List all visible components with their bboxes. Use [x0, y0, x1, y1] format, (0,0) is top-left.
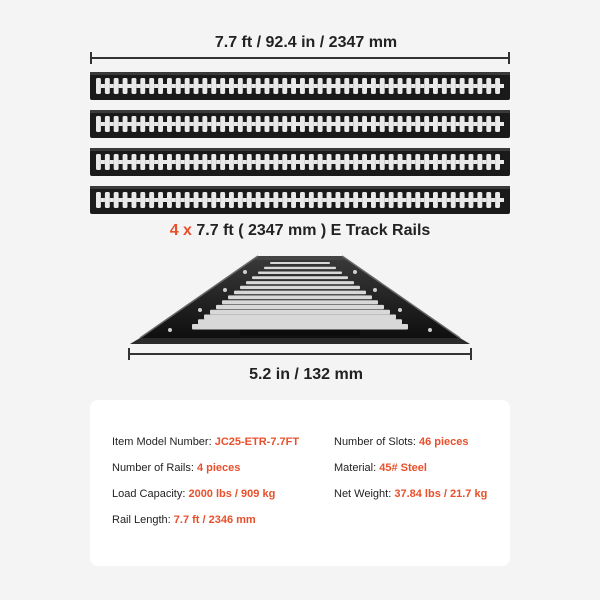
mounting-hole: [373, 288, 377, 292]
rail-slot: [132, 116, 137, 132]
rail-slot: [336, 192, 341, 208]
rail-slot: [149, 78, 154, 94]
rail-slot: [167, 116, 172, 132]
rail-slot: [273, 78, 278, 94]
mounting-hole: [198, 308, 202, 312]
rail-slot: [389, 154, 394, 170]
mounting-hole: [168, 328, 172, 332]
rail-slot: [229, 116, 234, 132]
rail-slot: [114, 154, 119, 170]
rail-slot: [362, 78, 367, 94]
rail-slot: [211, 192, 216, 208]
rail-slot: [140, 116, 145, 132]
rail-slot: [238, 154, 243, 170]
rail-slot: [204, 315, 396, 320]
rail-slot: [336, 116, 341, 132]
rail-slot: [282, 116, 287, 132]
rail-slot: [228, 295, 372, 299]
rail-slot: [270, 262, 330, 264]
rail-slot: [469, 154, 474, 170]
rail-slot: [318, 78, 323, 94]
rail-slot: [291, 192, 296, 208]
rail-slot: [194, 116, 199, 132]
rail-slot: [415, 116, 420, 132]
rail-slot: [158, 192, 163, 208]
rail-slot: [123, 192, 128, 208]
rail-slot: [300, 192, 305, 208]
rail-slot: [132, 192, 137, 208]
rail-slot: [486, 78, 491, 94]
rail-slot: [167, 154, 172, 170]
rail-slot: [220, 78, 225, 94]
rail-slot: [202, 78, 207, 94]
rail-slot: [211, 116, 216, 132]
rail-slot: [238, 116, 243, 132]
rail-slot: [229, 192, 234, 208]
rail-image: [90, 186, 510, 214]
rail-slot: [273, 116, 278, 132]
rail-slot: [220, 192, 225, 208]
rail-slot: [389, 116, 394, 132]
rail-slot: [442, 116, 447, 132]
rail-slot: [451, 78, 456, 94]
rail-slot: [229, 154, 234, 170]
rail-slot: [256, 192, 261, 208]
width-label: 5.2 in / 132 mm: [249, 366, 363, 383]
rail-slot: [132, 154, 137, 170]
dimension-cap-right: [508, 52, 510, 64]
rail-slot: [380, 78, 385, 94]
rail-slot: [398, 116, 403, 132]
rail-slot: [380, 116, 385, 132]
rail-slot: [460, 192, 465, 208]
rail-slot: [309, 78, 314, 94]
rail-slot: [194, 192, 199, 208]
rail-slot: [389, 78, 394, 94]
rail-slot: [344, 78, 349, 94]
rail-slot: [265, 154, 270, 170]
rail-image: [90, 110, 510, 138]
rail-slot: [327, 116, 332, 132]
spec-net-weight: [334, 488, 487, 500]
rail-slot: [185, 154, 190, 170]
rail-slot: [344, 192, 349, 208]
rail-slot: [415, 78, 420, 94]
rail-slot: [371, 154, 376, 170]
rail-slot: [380, 154, 385, 170]
rail-slot: [424, 154, 429, 170]
rail-slot: [211, 78, 216, 94]
mounting-hole: [223, 288, 227, 292]
rail-slot: [300, 78, 305, 94]
rail-slot: [424, 116, 429, 132]
rail-slot: [158, 78, 163, 94]
rail-slot: [273, 154, 278, 170]
rail-image: [90, 148, 510, 176]
rail-slot: [96, 192, 101, 208]
rail-slot: [149, 116, 154, 132]
rail-slot: [238, 78, 243, 94]
rail-slot: [202, 116, 207, 132]
spec-rail-length: [112, 514, 256, 526]
rail-slot: [336, 154, 341, 170]
rail-slot: [469, 116, 474, 132]
rail-slot: [210, 310, 390, 315]
rail-slot: [246, 281, 354, 284]
rail-slot: [140, 78, 145, 94]
rail-slot: [353, 116, 358, 132]
rail-slot: [406, 78, 411, 94]
rail-slot: [291, 154, 296, 170]
rail-slot: [222, 300, 378, 304]
spec-label: Rail Length:: [112, 514, 171, 526]
rail-slot: [398, 78, 403, 94]
rail-slot: [451, 192, 456, 208]
spec-label: Number of Rails:: [112, 462, 194, 474]
rail-slot: [495, 116, 500, 132]
rail-slot: [460, 78, 465, 94]
rail-slot: [258, 272, 342, 275]
rail-slot: [353, 78, 358, 94]
rail-slot: [185, 78, 190, 94]
rail-slot: [406, 116, 411, 132]
dimension-cap-right: [470, 348, 472, 360]
headline-text: 7.7 ft ( 2347 mm ) E Track Rails: [196, 222, 431, 239]
rail-slot: [371, 192, 376, 208]
rail-slot: [96, 116, 101, 132]
rail-slot: [105, 154, 110, 170]
rail-slot: [247, 78, 252, 94]
rail-slot: [149, 154, 154, 170]
rail-slot: [247, 116, 252, 132]
rail-slot: [194, 78, 199, 94]
rail-slot: [344, 116, 349, 132]
rail-slot: [123, 154, 128, 170]
rail-slot: [327, 154, 332, 170]
rail-slot: [309, 154, 314, 170]
spec-num-slots: [334, 436, 469, 448]
rail-slot: [114, 116, 119, 132]
rail-slot: [264, 267, 336, 269]
rail-slot: [123, 116, 128, 132]
dimension-line: [128, 353, 472, 355]
rail-slot: [140, 192, 145, 208]
rail-slot: [256, 116, 261, 132]
rail-slot: [442, 154, 447, 170]
rail-slot: [460, 154, 465, 170]
rail-slot: [477, 116, 482, 132]
spec-num-rails: [112, 462, 240, 474]
rail-slot: [380, 192, 385, 208]
rail-slot: [309, 116, 314, 132]
spec-label: Material:: [334, 462, 377, 474]
rail-slot: [353, 192, 358, 208]
rail-slot: [256, 154, 261, 170]
rail-slot: [220, 154, 225, 170]
rail-slot: [362, 116, 367, 132]
rail-slot: [486, 116, 491, 132]
rail-slot: [398, 192, 403, 208]
rail-slot: [327, 78, 332, 94]
rail-slot: [176, 154, 181, 170]
rail-slot: [192, 324, 408, 330]
rail-slot: [247, 154, 252, 170]
rail-slot: [300, 116, 305, 132]
rail-slot: [114, 192, 119, 208]
rail-slot: [477, 192, 482, 208]
mounting-hole: [428, 328, 432, 332]
rail-slot: [105, 78, 110, 94]
rail-slot: [433, 78, 438, 94]
rail-slot: [211, 154, 216, 170]
rail-slot: [486, 154, 491, 170]
spec-value: 4 pieces: [196, 462, 241, 474]
rail-slot: [469, 192, 474, 208]
rail-slot: [318, 192, 323, 208]
rail-slot: [362, 192, 367, 208]
spec-value: 46 pieces: [418, 436, 469, 448]
spec-value: 37.84 lbs / 21.7 kg: [394, 488, 488, 500]
rail-slot: [282, 192, 287, 208]
rail-slot: [238, 192, 243, 208]
rail-slot: [336, 78, 341, 94]
rail-image: [90, 72, 510, 100]
rail-slot: [318, 116, 323, 132]
rail-slot: [185, 116, 190, 132]
product-headline: [0, 222, 600, 240]
rail-slot: [198, 319, 402, 324]
rail-slot: [158, 154, 163, 170]
rail-slot: [433, 116, 438, 132]
spec-value: 45# Steel: [379, 462, 427, 474]
spec-label: Net Weight:: [334, 488, 392, 500]
rail-slot: [362, 154, 367, 170]
rail-slot: [495, 154, 500, 170]
rail-slot: [415, 192, 420, 208]
spec-card: [90, 400, 510, 566]
rail-slot: [460, 116, 465, 132]
headline-quantity: 4 x: [169, 222, 192, 239]
rail-slot: [291, 78, 296, 94]
rail-slot: [220, 116, 225, 132]
rail-slot: [327, 192, 332, 208]
rail-slot: [318, 154, 323, 170]
rail-slot: [486, 192, 491, 208]
rail-slot: [469, 78, 474, 94]
spec-material: [334, 462, 427, 474]
rail-slot: [176, 192, 181, 208]
rail-slot: [96, 154, 101, 170]
spec-value: 7.7 ft / 2346 mm: [173, 514, 256, 526]
rail-slot: [132, 78, 137, 94]
rail-perspective-image: [110, 250, 490, 350]
spec-load-capacity: [112, 488, 275, 500]
rail-slot: [371, 116, 376, 132]
rail-slot: [433, 192, 438, 208]
length-label: 7.7 ft / 92.4 in / 2347 mm: [195, 34, 417, 52]
rail-slot: [240, 286, 360, 289]
rail-slot: [140, 154, 145, 170]
rail-slot: [202, 154, 207, 170]
spec-value: JC25-ETR-7.7FT: [214, 436, 300, 448]
spec-value: 2000 lbs / 909 kg: [188, 488, 276, 500]
mounting-hole: [243, 270, 247, 274]
rail-slot: [194, 154, 199, 170]
rail-slot: [477, 154, 482, 170]
rail-slot: [256, 78, 261, 94]
rail-slot: [265, 192, 270, 208]
rail-slot: [282, 154, 287, 170]
rail-slot: [300, 154, 305, 170]
rail-slot: [495, 192, 500, 208]
spec-label: Item Model Number:: [112, 436, 212, 448]
spec-item-model: [112, 436, 299, 448]
rail-slot: [176, 78, 181, 94]
rail-slot: [252, 276, 348, 279]
rail-slot: [415, 154, 420, 170]
spec-label: Number of Slots:: [334, 436, 416, 448]
rail-slot: [158, 116, 163, 132]
rail-slot: [96, 78, 101, 94]
rail-slot: [406, 154, 411, 170]
rail-slot: [114, 78, 119, 94]
rail-slot: [442, 78, 447, 94]
rail-slot: [105, 192, 110, 208]
rail-slot: [247, 192, 252, 208]
rail-slot: [273, 192, 278, 208]
rail-slot: [451, 154, 456, 170]
rail-slot: [229, 78, 234, 94]
rail-slot: [291, 116, 296, 132]
rail-slot: [433, 154, 438, 170]
rail-slot: [149, 192, 154, 208]
rail-slot: [344, 154, 349, 170]
rail-slot: [202, 192, 207, 208]
rail-slot: [371, 78, 376, 94]
rail-slot: [167, 192, 172, 208]
rail-slot: [406, 192, 411, 208]
rail-slot: [451, 116, 456, 132]
spec-label: Load Capacity:: [112, 488, 186, 500]
rail-slot: [398, 154, 403, 170]
rail-slot: [167, 78, 172, 94]
rail-slot: [309, 192, 314, 208]
rail-slot: [442, 192, 447, 208]
rail-slot: [216, 305, 384, 309]
rail-slot: [123, 78, 128, 94]
rail-slot: [234, 291, 366, 295]
rail-slot: [265, 78, 270, 94]
rail-slot: [389, 192, 394, 208]
rail-slot: [424, 192, 429, 208]
rail-slot: [477, 78, 482, 94]
mounting-hole: [398, 308, 402, 312]
rail-slot: [495, 78, 500, 94]
rail-slot: [265, 116, 270, 132]
dimension-line: [90, 57, 510, 59]
mounting-hole: [353, 270, 357, 274]
rail-slot: [176, 116, 181, 132]
rail-slot: [282, 78, 287, 94]
rail-slot: [424, 78, 429, 94]
rail-slot: [185, 192, 190, 208]
rail-slot: [353, 154, 358, 170]
rail-slot: [105, 116, 110, 132]
